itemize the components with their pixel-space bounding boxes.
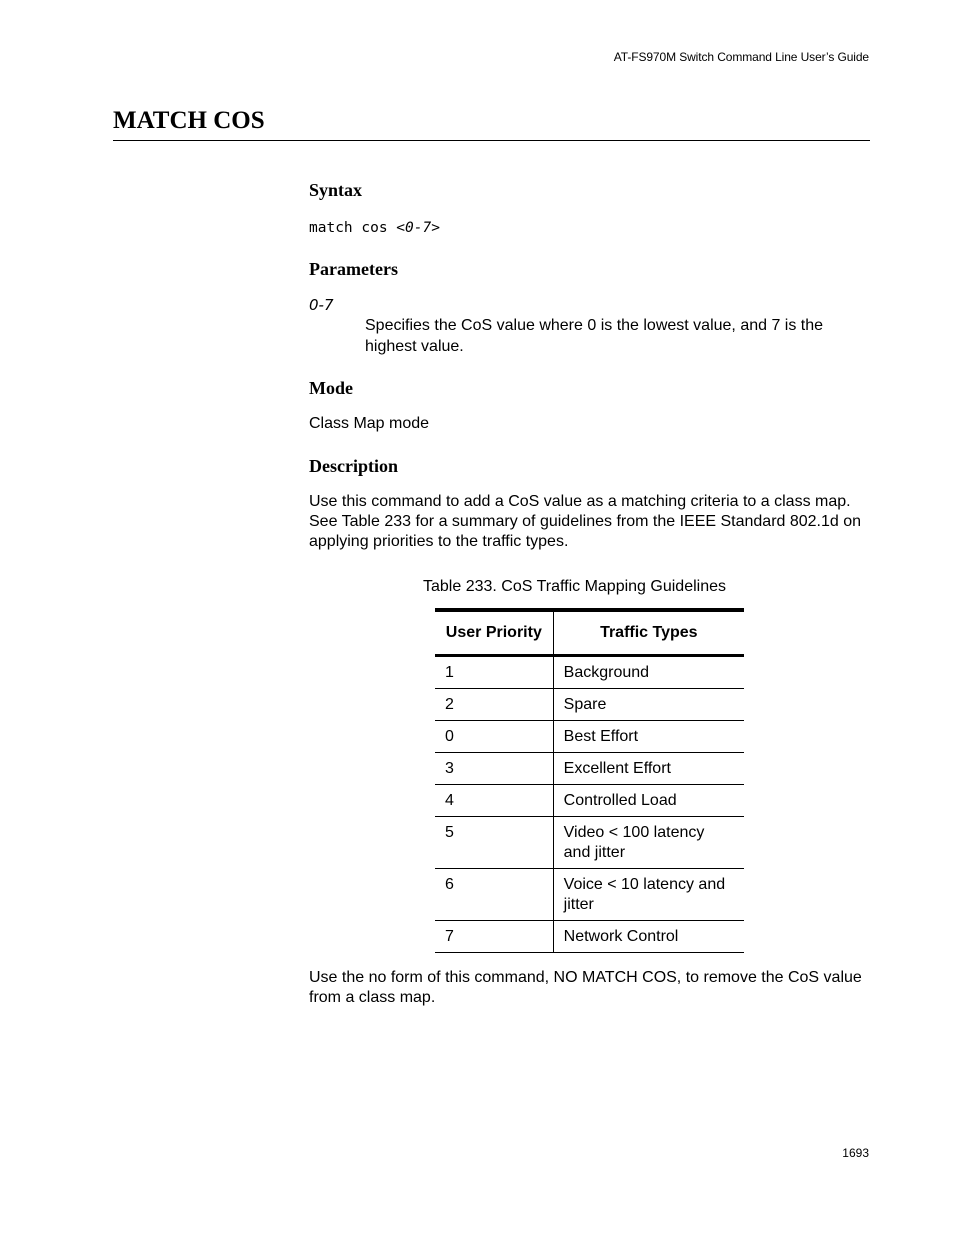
column-header-traffic-types: Traffic Types [553, 610, 744, 655]
table-row [435, 655, 744, 688]
parameter-description: Specifies the CoS value where 0 is the lowest value, and 7 is the highest value. [365, 317, 824, 355]
syntax-command [309, 218, 870, 238]
priority-cell: 6 [435, 868, 553, 920]
syntax-command-text: match cos < [309, 220, 406, 236]
description-heading: Description [309, 456, 398, 476]
priority-cell: 0 [435, 720, 553, 752]
traffic-type-cell: Spare [553, 688, 744, 720]
table-row [435, 752, 744, 784]
priority-cell: 4 [435, 784, 553, 816]
running-header: AT-FS970M Switch Command Line User’s Guide [613, 50, 869, 64]
priority-cell: 7 [435, 920, 553, 952]
priority-cell: 2 [435, 688, 553, 720]
description-paragraph: Use this command to add a CoS value as a matching criteria to a class map. See Table 233 for a summary of guidelines from the IEEE Standard 802.1d on applying priorities to the traffic types. [309, 493, 862, 550]
table-row [435, 784, 744, 816]
page-number: 1693 [842, 1146, 869, 1160]
priority-cell: 1 [435, 655, 553, 688]
traffic-type-cell: Best Effort [553, 720, 744, 752]
syntax-command-end: > [431, 220, 440, 236]
traffic-type-cell: Voice < 10 latency and jitter [553, 868, 744, 920]
traffic-type-cell: Background [553, 655, 744, 688]
syntax-argument: 0-7 [405, 220, 432, 236]
traffic-type-cell: Network Control [553, 920, 744, 952]
title-divider [113, 140, 870, 141]
traffic-type-cell: Video < 100 latency and jitter [553, 816, 744, 868]
traffic-type-cell: Controlled Load [553, 784, 744, 816]
main-content [309, 178, 870, 1008]
no-form-paragraph: Use the no form of this command, NO MATCH COS, to remove the CoS value from a class map. [309, 968, 862, 1006]
table-row [435, 868, 744, 920]
table-row [435, 816, 744, 868]
priority-cell: 5 [435, 816, 553, 868]
traffic-type-cell: Excellent Effort [553, 752, 744, 784]
page-title: MATCH COS [113, 107, 265, 134]
syntax-heading: Syntax [309, 180, 363, 200]
table-row [435, 688, 744, 720]
column-header-user-priority: User Priority [435, 610, 553, 655]
table-row [435, 920, 744, 952]
cos-mapping-table [435, 608, 744, 953]
mode-text: Class Map mode [309, 415, 430, 432]
table-row [435, 720, 744, 752]
parameter-name: 0-7 [309, 296, 334, 314]
table-header-row [435, 610, 744, 655]
mode-heading: Mode [309, 378, 353, 398]
priority-cell: 3 [435, 752, 553, 784]
table-caption: Table 233. CoS Traffic Mapping Guidelines [423, 578, 726, 595]
parameters-heading: Parameters [309, 259, 398, 279]
